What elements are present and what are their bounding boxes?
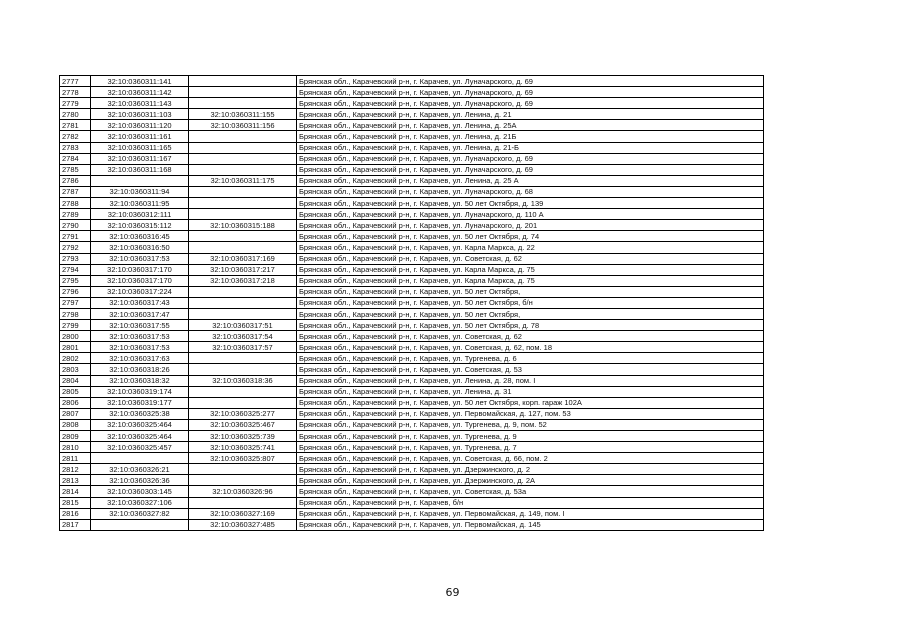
row-number-cell: 2777 [60,76,91,87]
cadastral-number-cell: 32:10:0360317:63 [91,353,189,364]
cadastral-number-cell: 32:10:0360316:50 [91,242,189,253]
cadastral-number-cell: 32:10:0360303:145 [91,486,189,497]
registry-table [59,75,764,531]
address-cell: Брянская обл., Карачевский р-н, г. Карачев, ул. Ленина, д. 28, пом. I [297,375,764,386]
building-cadastral-number-cell [189,98,297,109]
table-row [60,109,764,120]
table-row [60,209,764,220]
building-cadastral-number-cell [189,209,297,220]
table-row [60,497,764,508]
table-row [60,475,764,486]
address-cell: Брянская обл., Карачевский р-н, г. Карачев, ул. Ленина, д. 31 [297,386,764,397]
building-cadastral-number-cell [189,231,297,242]
address-cell: Брянская обл., Карачевский р-н, г. Карачев, ул. 50 лет Октября, д. 139 [297,198,764,209]
building-cadastral-number-cell: 32:10:0360325:277 [189,408,297,419]
table-row [60,142,764,153]
address-cell: Брянская обл., Карачевский р-н, г. Карачев, ул. 50 лет Октября, [297,308,764,319]
table-row [60,408,764,419]
address-cell: Брянская обл., Карачевский р-н, г. Карачев, ул. Тургенева, д. 9 [297,431,764,442]
address-cell: Брянская обл., Карачевский р-н, г. Карачев, ул. Ленина, д. 25 А [297,175,764,186]
row-number-cell: 2787 [60,186,91,197]
row-number-cell: 2782 [60,131,91,142]
address-cell: Брянская обл., Карачевский р-н, г. Карачев, ул. Первомайская, д. 149, пом. I [297,508,764,519]
address-cell: Брянская обл., Карачевский р-н, г. Карачев, ул. Советская, д. 53 [297,364,764,375]
building-cadastral-number-cell [189,87,297,98]
cadastral-number-cell: 32:10:0360311:168 [91,164,189,175]
building-cadastral-number-cell: 32:10:0360318:36 [189,375,297,386]
address-cell: Брянская обл., Карачевский р-н, г. Карачев, ул. Дзержинского, д. 2 [297,464,764,475]
row-number-cell: 2801 [60,342,91,353]
building-cadastral-number-cell [189,186,297,197]
cadastral-number-cell: 32:10:0360325:38 [91,408,189,419]
row-number-cell: 2793 [60,253,91,264]
row-number-cell: 2816 [60,508,91,519]
address-cell: Брянская обл., Карачевский р-н, г. Карачев, ул. Карла Маркса, д. 75 [297,264,764,275]
cadastral-number-cell: 32:10:0360317:53 [91,253,189,264]
address-cell: Брянская обл., Карачевский р-н, г. Карачев, ул. 50 лет Октября, д. 74 [297,231,764,242]
address-cell: Брянская обл., Карачевский р-н, г. Карачев, ул. Карла Маркса, д. 75 [297,275,764,286]
table-row [60,331,764,342]
row-number-cell: 2790 [60,220,91,231]
building-cadastral-number-cell [189,286,297,297]
row-number-cell: 2805 [60,386,91,397]
cadastral-number-cell: 32:10:0360327:82 [91,508,189,519]
page-number: 69 [445,586,460,599]
table-row [60,164,764,175]
building-cadastral-number-cell: 32:10:0360317:169 [189,253,297,264]
address-cell: Брянская обл., Карачевский р-н, г. Карачев, ул. Дзержинского, д. 2А [297,475,764,486]
table-row [60,519,764,530]
address-cell: Брянская обл., Карачевский р-н, г. Карачев, ул. Тургенева, д. 6 [297,353,764,364]
cadastral-number-cell: 32:10:0360325:464 [91,419,189,430]
row-number-cell: 2804 [60,375,91,386]
row-number-cell: 2792 [60,242,91,253]
address-cell: Брянская обл., Карачевский р-н, г. Карачев, ул. Советская, д. 66, пом. 2 [297,453,764,464]
row-number-cell: 2810 [60,442,91,453]
address-cell: Брянская обл., Карачевский р-н, г. Карачев, ул. Луначарского, д. 68 [297,186,764,197]
table-row [60,342,764,353]
table-row [60,397,764,408]
registry-table-body [60,76,764,531]
cadastral-number-cell: 32:10:0360326:21 [91,464,189,475]
row-number-cell: 2806 [60,397,91,408]
row-number-cell: 2783 [60,142,91,153]
cadastral-number-cell: 32:10:0360311:142 [91,87,189,98]
row-number-cell: 2807 [60,408,91,419]
building-cadastral-number-cell: 32:10:0360311:155 [189,109,297,120]
building-cadastral-number-cell [189,464,297,475]
address-cell: Брянская обл., Карачевский р-н, г. Карачев, ул. Советская, д. 53а [297,486,764,497]
table-row [60,220,764,231]
building-cadastral-number-cell: 32:10:0360326:96 [189,486,297,497]
cadastral-number-cell: 32:10:0360311:161 [91,131,189,142]
address-cell: Брянская обл., Карачевский р-н, г. Карачев, ул. 50 лет Октября, [297,286,764,297]
cadastral-number-cell: 32:10:0360318:32 [91,375,189,386]
table-row [60,453,764,464]
row-number-cell: 2789 [60,209,91,220]
building-cadastral-number-cell [189,242,297,253]
building-cadastral-number-cell: 32:10:0360317:57 [189,342,297,353]
row-number-cell: 2815 [60,497,91,508]
address-cell: Брянская обл., Карачевский р-н, г. Карачев, ул. Луначарского, д. 110 А [297,209,764,220]
cadastral-number-cell: 32:10:0360325:457 [91,442,189,453]
table-row [60,375,764,386]
table-row [60,464,764,475]
row-number-cell: 2802 [60,353,91,364]
address-cell: Брянская обл., Карачевский р-н, г. Карачев, ул. Советская, д. 62, пом. 18 [297,342,764,353]
cadastral-number-cell: 32:10:0360317:170 [91,275,189,286]
address-cell: Брянская обл., Карачевский р-н, г. Карачев, ул. Карла Маркса, д. 22 [297,242,764,253]
row-number-cell: 2788 [60,198,91,209]
address-cell: Брянская обл., Карачевский р-н, г. Карачев, ул. 50 лет Октября, б/н [297,297,764,308]
building-cadastral-number-cell: 32:10:0360327:485 [189,519,297,530]
cadastral-number-cell: 32:10:0360317:53 [91,331,189,342]
cadastral-number-cell: 32:10:0360311:165 [91,142,189,153]
building-cadastral-number-cell [189,497,297,508]
row-number-cell: 2781 [60,120,91,131]
address-cell: Брянская обл., Карачевский р-н, г. Карачев, ул. 50 лет Октября, корп. гараж 102А [297,397,764,408]
building-cadastral-number-cell [189,386,297,397]
building-cadastral-number-cell: 32:10:0360325:807 [189,453,297,464]
address-cell: Брянская обл., Карачевский р-н, г. Карачев, ул. Ленина, д. 21 [297,109,764,120]
row-number-cell: 2817 [60,519,91,530]
building-cadastral-number-cell: 32:10:0360317:54 [189,331,297,342]
table-row [60,264,764,275]
cadastral-number-cell: 32:10:0360317:55 [91,320,189,331]
address-cell: Брянская обл., Карачевский р-н, г. Карачев, ул. Первомайская, д. 145 [297,519,764,530]
address-cell: Брянская обл., Карачевский р-н, г. Карачев, ул. Советская, д. 62 [297,331,764,342]
row-number-cell: 2785 [60,164,91,175]
building-cadastral-number-cell [189,164,297,175]
cadastral-number-cell: 32:10:0360327:106 [91,497,189,508]
building-cadastral-number-cell: 32:10:0360317:51 [189,320,297,331]
cadastral-number-cell: 32:10:0360311:141 [91,76,189,87]
table-row [60,419,764,430]
cadastral-number-cell: 32:10:0360316:45 [91,231,189,242]
table-row [60,364,764,375]
building-cadastral-number-cell [189,131,297,142]
building-cadastral-number-cell: 32:10:0360327:169 [189,508,297,519]
table-row [60,98,764,109]
address-cell: Брянская обл., Карачевский р-н, г. Карачев, б/н [297,497,764,508]
building-cadastral-number-cell: 32:10:0360311:175 [189,175,297,186]
row-number-cell: 2814 [60,486,91,497]
cadastral-number-cell: 32:10:0360317:224 [91,286,189,297]
address-cell: Брянская обл., Карачевский р-н, г. Карачев, ул. Первомайская, д. 127, пом. 53 [297,408,764,419]
table-row [60,253,764,264]
building-cadastral-number-cell [189,198,297,209]
table-row [60,286,764,297]
table-row [60,120,764,131]
table-row [60,431,764,442]
cadastral-number-cell: 32:10:0360311:143 [91,98,189,109]
cadastral-number-cell: 32:10:0360311:94 [91,186,189,197]
building-cadastral-number-cell [189,397,297,408]
building-cadastral-number-cell: 32:10:0360325:467 [189,419,297,430]
row-number-cell: 2812 [60,464,91,475]
address-cell: Брянская обл., Карачевский р-н, г. Карачев, ул. Тургенева, д. 7 [297,442,764,453]
building-cadastral-number-cell: 32:10:0360325:741 [189,442,297,453]
row-number-cell: 2780 [60,109,91,120]
address-cell: Брянская обл., Карачевский р-н, г. Карачев, ул. Ленина, д. 25А [297,120,764,131]
row-number-cell: 2797 [60,297,91,308]
row-number-cell: 2800 [60,331,91,342]
building-cadastral-number-cell: 32:10:0360325:739 [189,431,297,442]
building-cadastral-number-cell [189,308,297,319]
row-number-cell: 2784 [60,153,91,164]
address-cell: Брянская обл., Карачевский р-н, г. Карачев, ул. Луначарского, д. 201 [297,220,764,231]
row-number-cell: 2799 [60,320,91,331]
cadastral-number-cell: 32:10:0360311:103 [91,109,189,120]
building-cadastral-number-cell: 32:10:0360317:217 [189,264,297,275]
table-row [60,198,764,209]
row-number-cell: 2778 [60,87,91,98]
address-cell: Брянская обл., Карачевский р-н, г. Карачев, ул. Луначарского, д. 69 [297,76,764,87]
row-number-cell: 2798 [60,308,91,319]
table-row [60,231,764,242]
cadastral-number-cell: 32:10:0360311:95 [91,198,189,209]
building-cadastral-number-cell [189,153,297,164]
row-number-cell: 2813 [60,475,91,486]
cadastral-number-cell: 32:10:0360311:120 [91,120,189,131]
table-row [60,87,764,98]
table-row [60,131,764,142]
row-number-cell: 2808 [60,419,91,430]
address-cell: Брянская обл., Карачевский р-н, г. Карачев, ул. Луначарского, д. 69 [297,98,764,109]
address-cell: Брянская обл., Карачевский р-н, г. Карачев, ул. Луначарского, д. 69 [297,153,764,164]
cadastral-number-cell [91,175,189,186]
building-cadastral-number-cell [189,475,297,486]
table-row [60,153,764,164]
row-number-cell: 2796 [60,286,91,297]
address-cell: Брянская обл., Карачевский р-н, г. Карачев, ул. Тургенева, д. 9, пом. 52 [297,419,764,430]
address-cell: Брянская обл., Карачевский р-н, г. Карачев, ул. Луначарского, д. 69 [297,164,764,175]
address-cell: Брянская обл., Карачевский р-н, г. Карачев, ул. Ленина, д. 21-Б [297,142,764,153]
cadastral-number-cell: 32:10:0360317:170 [91,264,189,275]
address-cell: Брянская обл., Карачевский р-н, г. Карачев, ул. Ленина, д. 21Б [297,131,764,142]
row-number-cell: 2811 [60,453,91,464]
building-cadastral-number-cell: 32:10:0360315:188 [189,220,297,231]
table-row [60,186,764,197]
building-cadastral-number-cell [189,142,297,153]
table-row [60,308,764,319]
building-cadastral-number-cell [189,353,297,364]
row-number-cell: 2791 [60,231,91,242]
building-cadastral-number-cell: 32:10:0360317:218 [189,275,297,286]
table-row [60,442,764,453]
row-number-cell: 2809 [60,431,91,442]
row-number-cell: 2794 [60,264,91,275]
cadastral-number-cell [91,519,189,530]
cadastral-number-cell: 32:10:0360318:26 [91,364,189,375]
cadastral-number-cell: 32:10:0360317:47 [91,308,189,319]
cadastral-number-cell: 32:10:0360312:111 [91,209,189,220]
cadastral-number-cell: 32:10:0360317:43 [91,297,189,308]
cadastral-number-cell [91,453,189,464]
cadastral-number-cell: 32:10:0360325:464 [91,431,189,442]
row-number-cell: 2795 [60,275,91,286]
table-row [60,76,764,87]
table-row [60,320,764,331]
table-row [60,297,764,308]
cadastral-number-cell: 32:10:0360315:112 [91,220,189,231]
row-number-cell: 2779 [60,98,91,109]
row-number-cell: 2803 [60,364,91,375]
table-row [60,508,764,519]
cadastral-number-cell: 32:10:0360319:174 [91,386,189,397]
cadastral-number-cell: 32:10:0360326:36 [91,475,189,486]
table-row [60,275,764,286]
building-cadastral-number-cell [189,297,297,308]
address-cell: Брянская обл., Карачевский р-н, г. Карачев, ул. Луначарского, д. 69 [297,87,764,98]
cadastral-number-cell: 32:10:0360319:177 [91,397,189,408]
cadastral-number-cell: 32:10:0360311:167 [91,153,189,164]
address-cell: Брянская обл., Карачевский р-н, г. Карачев, ул. 50 лет Октября, д. 78 [297,320,764,331]
building-cadastral-number-cell: 32:10:0360311:156 [189,120,297,131]
table-row [60,353,764,364]
building-cadastral-number-cell [189,76,297,87]
address-cell: Брянская обл., Карачевский р-н, г. Карачев, ул. Советская, д. 62 [297,253,764,264]
table-row [60,486,764,497]
row-number-cell: 2786 [60,175,91,186]
cadastral-number-cell: 32:10:0360317:53 [91,342,189,353]
building-cadastral-number-cell [189,364,297,375]
table-row [60,242,764,253]
table-row [60,175,764,186]
table-row [60,386,764,397]
